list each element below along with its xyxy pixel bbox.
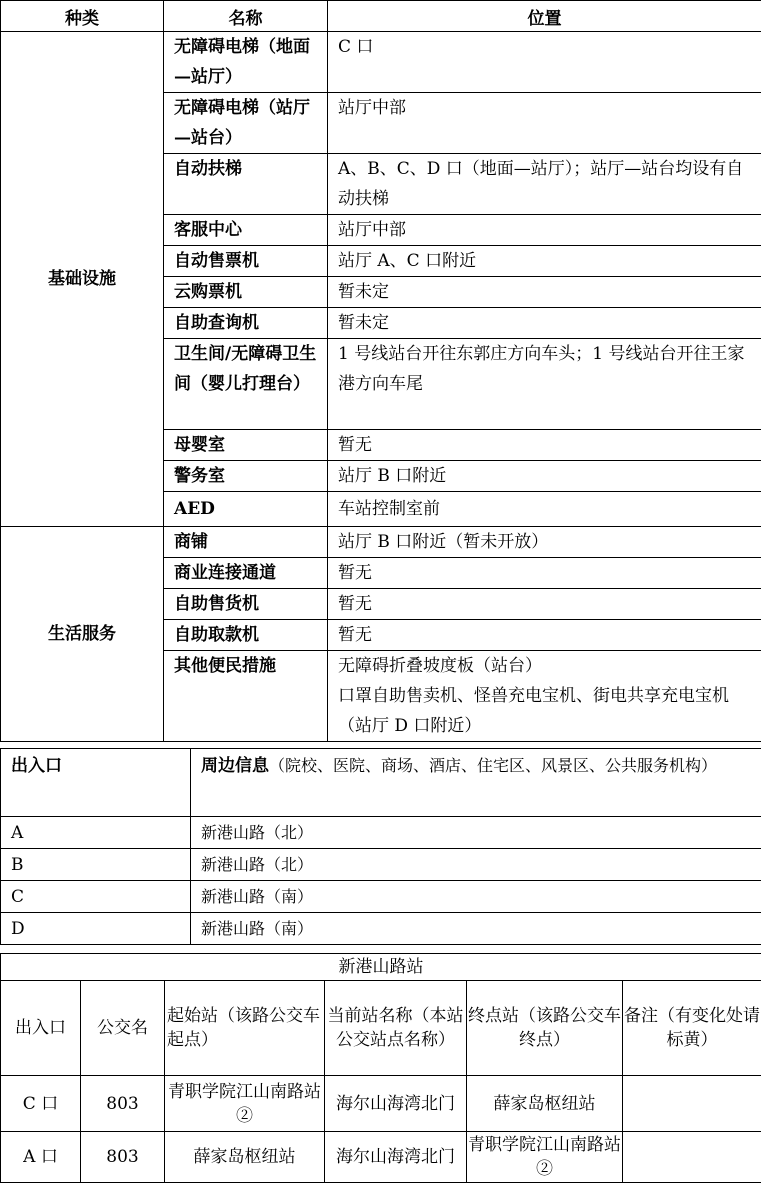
bus-title-row bbox=[1, 954, 761, 981]
table-row bbox=[1, 817, 761, 849]
facility-location: 车站控制室前 bbox=[328, 492, 761, 527]
facility-location: 暂未定 bbox=[328, 308, 761, 339]
facility-name: 自助售货机 bbox=[164, 589, 328, 620]
header-entrance: 出入口 bbox=[1, 749, 191, 817]
header-note: 备注（有变化处请标黄） bbox=[623, 981, 761, 1076]
facility-location: 暂无 bbox=[328, 430, 761, 461]
header-current: 当前站名称（本站公交站点名称） bbox=[325, 981, 467, 1076]
facility-location: 暂无 bbox=[328, 558, 761, 589]
facility-name: 客服中心 bbox=[164, 215, 328, 246]
entrance-cell: A 口 bbox=[1, 1132, 81, 1183]
facility-location: 站厅中部 bbox=[328, 93, 761, 154]
facility-location: 1 号线站台开往东郭庄方向车头；1 号线站台开往王家港方向车尾 bbox=[328, 339, 761, 430]
entrance-cell: C 口 bbox=[1, 1076, 81, 1132]
note-cell bbox=[623, 1076, 761, 1132]
entrance-cell: C bbox=[1, 881, 191, 913]
surroundings-header-row bbox=[1, 749, 761, 817]
header-start: 起始站（该路公交车起点） bbox=[165, 981, 325, 1076]
facility-location: 暂未定 bbox=[328, 277, 761, 308]
category-cell: 基础设施 bbox=[1, 32, 164, 527]
info-cell: 新港山路（南） bbox=[191, 913, 761, 945]
entrance-cell: A bbox=[1, 817, 191, 849]
facility-name: 卫生间/无障碍卫生间（婴儿打理台） bbox=[164, 339, 328, 430]
entrance-cell: D bbox=[1, 913, 191, 945]
end-cell: 薛家岛枢纽站 bbox=[467, 1076, 623, 1132]
facility-location-line: 口罩自助售卖机、怪兽充电宝机、街电共享充电宝机（站厅 D 口附近） bbox=[338, 686, 729, 736]
header-line: 公交名 bbox=[81, 981, 165, 1076]
table-row bbox=[1, 1076, 761, 1132]
table-row bbox=[1, 527, 761, 558]
facility-name: 云购票机 bbox=[164, 277, 328, 308]
facility-location-line: 无障碍折叠坡度板（站台） bbox=[338, 656, 542, 676]
facility-name: 自动售票机 bbox=[164, 246, 328, 277]
surroundings-table bbox=[0, 748, 761, 945]
facilities-header-row bbox=[1, 1, 761, 32]
category-cell: 生活服务 bbox=[1, 527, 164, 742]
current-cell: 海尔山海湾北门 bbox=[325, 1132, 467, 1183]
facility-name: 商铺 bbox=[164, 527, 328, 558]
header-entrance: 出入口 bbox=[1, 981, 81, 1076]
entrance-cell: B bbox=[1, 849, 191, 881]
header-location: 位置 bbox=[328, 1, 761, 32]
facility-location-multi bbox=[328, 651, 761, 742]
info-cell: 新港山路（南） bbox=[191, 881, 761, 913]
line-cell: 803 bbox=[81, 1076, 165, 1132]
facility-name: AED bbox=[164, 492, 328, 527]
facility-location: 站厅 A、C 口附近 bbox=[328, 246, 761, 277]
facility-location: 站厅 B 口附近（暂未开放） bbox=[328, 527, 761, 558]
facility-location: A、B、C、D 口（地面—站厅）；站厅—站台均设有自动扶梯 bbox=[328, 154, 761, 215]
facility-location: 暂无 bbox=[328, 620, 761, 651]
header-end: 终点站（该路公交车终点） bbox=[467, 981, 623, 1076]
facility-location: 暂无 bbox=[328, 589, 761, 620]
facility-name: 商业连接通道 bbox=[164, 558, 328, 589]
facility-name: 自助取款机 bbox=[164, 620, 328, 651]
note-cell bbox=[623, 1132, 761, 1183]
table-row bbox=[1, 32, 761, 93]
start-cell: 青职学院江山南路站② bbox=[165, 1076, 325, 1132]
facility-name: 无障碍电梯（地面—站厅） bbox=[164, 32, 328, 93]
header-category: 种类 bbox=[1, 1, 164, 32]
header-info-note: （院校、医院、商场、酒店、住宅区、风景区、公共服务机构） bbox=[269, 756, 718, 775]
bus-header-row bbox=[1, 981, 761, 1076]
facility-location: 站厅中部 bbox=[328, 215, 761, 246]
header-info-title: 周边信息 bbox=[201, 756, 269, 776]
header-info bbox=[191, 749, 761, 817]
facility-name: 其他便民措施 bbox=[164, 651, 328, 742]
table-row bbox=[1, 849, 761, 881]
line-cell: 803 bbox=[81, 1132, 165, 1183]
info-cell: 新港山路（北） bbox=[191, 849, 761, 881]
end-cell: 青职学院江山南路站② bbox=[467, 1132, 623, 1183]
table-row bbox=[1, 913, 761, 945]
start-cell: 薛家岛枢纽站 bbox=[165, 1132, 325, 1183]
current-cell: 海尔山海湾北门 bbox=[325, 1076, 467, 1132]
table-row bbox=[1, 881, 761, 913]
facility-name: 母婴室 bbox=[164, 430, 328, 461]
facility-location: C 口 bbox=[328, 32, 761, 93]
info-cell: 新港山路（北） bbox=[191, 817, 761, 849]
facility-name: 自动扶梯 bbox=[164, 154, 328, 215]
facility-name: 警务室 bbox=[164, 461, 328, 492]
header-name: 名称 bbox=[164, 1, 328, 32]
facility-name: 自助查询机 bbox=[164, 308, 328, 339]
table-row bbox=[1, 1132, 761, 1183]
station-title: 新港山路站 bbox=[1, 954, 761, 981]
bus-table bbox=[0, 953, 761, 1183]
facility-location: 站厅 B 口附近 bbox=[328, 461, 761, 492]
facility-name: 无障碍电梯（站厅—站台） bbox=[164, 93, 328, 154]
